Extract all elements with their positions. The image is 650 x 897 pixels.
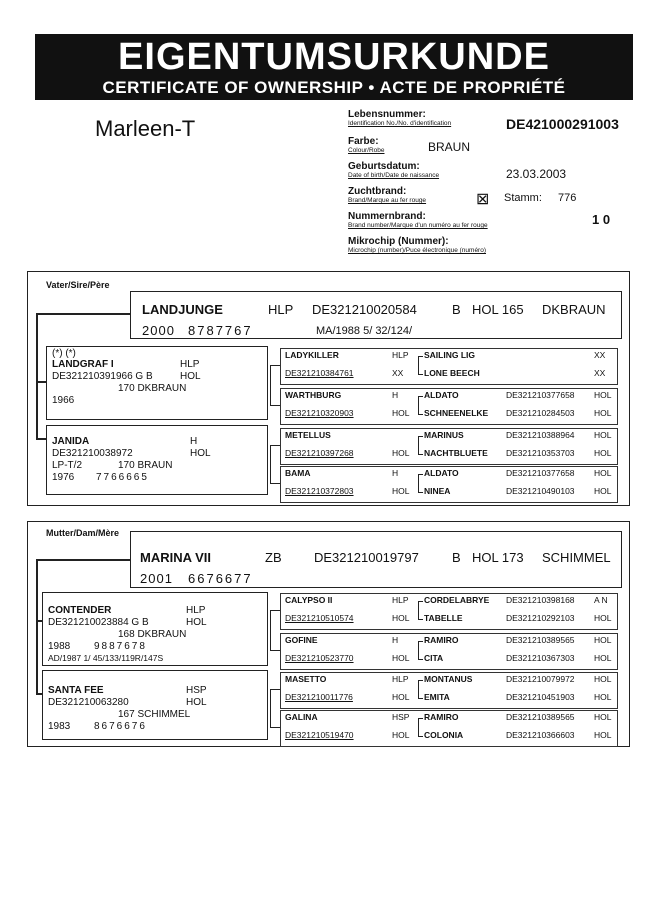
dam-great-grandparent-name: RAMIRO: [424, 635, 459, 645]
sire-bracket-line: [418, 436, 423, 437]
dam-connector-line: [270, 650, 280, 651]
dam-gd-height-color: 167 SCHIMMEL: [118, 709, 191, 720]
dam-ancestor-reg: HOL: [392, 692, 410, 702]
dam-great-grandparent-id: DE321210389565: [506, 712, 575, 722]
sire-section-label: Vater/Sire/Père: [46, 280, 110, 290]
sire-gd-reg: HOL: [190, 448, 211, 459]
sire-color: DKBRAUN: [542, 302, 606, 317]
dam-great-grandparent-reg: HOL: [594, 613, 612, 623]
dam-connector-line: [270, 727, 280, 728]
stamm-value: 776: [558, 192, 577, 204]
stamm-label: Stamm:: [504, 192, 542, 204]
life-number-sub: Identification No./No. d'identification: [348, 120, 452, 127]
microchip-label: Mikrochip (Nummer):: [348, 236, 449, 247]
sire-gd-year: 1976: [52, 472, 75, 483]
sire-breed: HLP: [268, 302, 294, 317]
dam-great-grandparent-reg: HOL: [594, 692, 612, 702]
dam-bracket-line: [418, 641, 419, 659]
dam-ancestor-name: GALINA: [285, 712, 318, 722]
dam-great-grandparent-name: TABELLE: [424, 613, 463, 623]
sire-gd-name: JANIDA: [52, 436, 90, 447]
sire-great-grandparent-reg: HOL: [594, 390, 612, 400]
sire-ancestor-breed: H: [392, 468, 399, 478]
sire-ancestor-id: DE321210384761: [285, 368, 354, 378]
sire-bracket-line: [418, 396, 423, 397]
sire-great-grandparent-id: DE321210377658: [506, 390, 575, 400]
dam-ancestor-id: DE321210519470: [285, 730, 354, 740]
dam-gs-perf: AD/1987 1/ 45/133/119R/147S: [48, 653, 164, 663]
sire-great-grandparent-reg: HOL: [594, 468, 612, 478]
sire-gs-id: DE321210391966 G B: [52, 371, 153, 382]
dam-great-grandparent-id: DE321210398168: [506, 595, 575, 605]
dam-color: SCHIMMEL: [542, 550, 611, 565]
sire-bracket-line: [418, 356, 419, 374]
dam-gs-height-color: 168 DKBRAUN: [118, 629, 187, 640]
dam-great-grandparent-id: DE321210366603: [506, 730, 575, 740]
sire-great-grandparent-id: DE321210377658: [506, 468, 575, 478]
dam-gd-breed: HSP: [186, 685, 207, 696]
dam-ancestor-reg: HOL: [392, 653, 410, 663]
sire-great-grandparent-reg: HOL: [594, 486, 612, 496]
dam-bracket-line: [418, 619, 423, 620]
sire-great-grandparent-id: DE321210490103: [506, 486, 575, 496]
dam-bracket-line: [418, 680, 419, 698]
dam-ancestor-breed: HLP: [392, 595, 409, 605]
sire-id: DE321210020584: [312, 302, 417, 317]
sire-great-grandparent-reg: XX: [594, 368, 606, 378]
dam-breed: ZB: [265, 550, 282, 565]
dam-bracket-line: [418, 736, 423, 737]
sire-ancestor-id: DE321210397268: [285, 448, 354, 458]
dam-gs-year: 1988: [48, 641, 71, 652]
sire-connector-line: [270, 365, 280, 366]
microchip-sub: Microchip (number)/Puce électronique (numéro): [348, 247, 487, 254]
dam-year: 2001: [140, 571, 173, 586]
dam-great-grandparent-name: CORDELABRYE: [424, 595, 490, 605]
dam-great-grandparent-name: RAMIRO: [424, 712, 459, 722]
dam-height: HOL 173: [472, 550, 524, 565]
birth-label: Geburtsdatum:: [348, 161, 420, 172]
dam-great-grandparent-id: DE321210367303: [506, 653, 575, 663]
brand-symbol-icon: ⊠: [476, 191, 490, 208]
dam-stem-line: [270, 610, 271, 650]
sire-gd-id: DE321210038972: [52, 448, 133, 459]
color-sub: Colour/Robe: [348, 147, 385, 154]
dam-gs-num: 9887678: [94, 641, 147, 652]
sire-ancestor-breed: HLP: [392, 350, 409, 360]
birth-sub: Date of birth/Date de naissance: [348, 172, 440, 179]
sire-great-grandparent-id: DE321210284503: [506, 408, 575, 418]
dam-great-grandparent-reg: A N: [594, 595, 608, 605]
sire-connector-line: [270, 405, 280, 406]
sire-gs-reg: HOL: [180, 371, 201, 382]
dam-ancestor-breed: H: [392, 635, 399, 645]
color-value: BRAUN: [428, 140, 471, 154]
sire-great-grandparent-reg: HOL: [594, 408, 612, 418]
dam-great-grandparent-reg: HOL: [594, 635, 612, 645]
dam-great-grandparent-reg: HOL: [594, 712, 612, 722]
sire-great-grandparent-name: ALDATO: [424, 468, 459, 478]
dam-name: MARINA VII: [140, 550, 212, 565]
sire-bracket-line: [418, 454, 423, 455]
sire-bracket-line: [418, 356, 423, 357]
sire-great-grandparent-name: NACHTBLUETE: [424, 448, 488, 458]
dam-bracket-line: [418, 718, 419, 736]
dam-bracket-line: [418, 641, 423, 642]
sire-ancestor-reg: HOL: [392, 448, 410, 458]
dam-great-grandparent-reg: HOL: [594, 653, 612, 663]
dam-ancestor-breed: HLP: [392, 674, 409, 684]
dam-b: B: [452, 550, 461, 565]
sire-ancestor-reg: HOL: [392, 486, 410, 496]
sire-ancestor-breed: H: [392, 390, 399, 400]
sire-great-grandparent-name: SCHNEENELKE: [424, 408, 489, 418]
sire-great-grandparent-id: DE321210353703: [506, 448, 575, 458]
dam-gd-name: SANTA FEE: [48, 685, 104, 696]
color-label: Farbe:: [348, 136, 379, 147]
sire-bracket-line: [418, 474, 423, 475]
sire-bracket-line: [418, 374, 423, 375]
sire-height: HOL 165: [472, 302, 524, 317]
sire-great-grandparent-name: NINEA: [424, 486, 451, 496]
dam-ancestor-breed: HSP: [392, 712, 410, 722]
number-brand-label: Nummernbrand:: [348, 211, 426, 222]
dam-great-grandparent-name: EMITA: [424, 692, 450, 702]
sire-great-grandparent-reg: HOL: [594, 448, 612, 458]
sire-gs-marks: (*) (*): [52, 348, 76, 359]
sire-connector-line: [270, 483, 280, 484]
dam-great-grandparent-reg: HOL: [594, 730, 612, 740]
dam-bracket-line: [418, 601, 423, 602]
sire-great-grandparent-id: DE321210388964: [506, 430, 575, 440]
sire-gs-year: 1966: [52, 395, 75, 406]
sire-gs-breed: HLP: [180, 359, 200, 370]
sire-stem-line: [270, 445, 271, 483]
life-number-label: Lebensnummer:: [348, 109, 426, 120]
dam-great-grandparent-id: DE321210451903: [506, 692, 575, 702]
sire-bracket-line: [418, 436, 419, 454]
dam-gd-num: 8676676: [94, 721, 147, 732]
sire-num: 8787767: [188, 323, 253, 338]
dam-bracket-line: [418, 601, 419, 619]
dam-connector-line: [270, 689, 280, 690]
dam-bracket-line: [418, 698, 423, 699]
dam-great-grandparent-id: DE321210079972: [506, 674, 575, 684]
sire-gs-name: LANDGRAF I: [52, 359, 114, 370]
sire-bracket-line: [418, 474, 419, 492]
dam-bracket-line: [418, 659, 423, 660]
sire-gd-perf: LP-T/2: [52, 460, 83, 471]
sire-gs-height-color: 170 DKBRAUN: [118, 383, 187, 394]
sire-ancestor-name: METELLUS: [285, 430, 331, 440]
sire-ancestor-id: DE321210372803: [285, 486, 354, 496]
brand-sub: Brand/Marque au fer rouge: [348, 197, 427, 204]
dam-gs-id: DE321210023884 G B: [48, 617, 149, 628]
horse-name: Marleen-T: [95, 116, 196, 141]
dam-gs-breed: HLP: [186, 605, 206, 616]
number-brand-value: 1 0: [592, 212, 611, 227]
sire-ancestor-id: DE321210320903: [285, 408, 354, 418]
sire-b: B: [452, 302, 461, 317]
dam-connector-line: [270, 610, 280, 611]
number-brand-sub: Brand number/Marque d'un numéro au fer rouge: [348, 222, 488, 229]
sire-perf: MA/1988 5/ 32/124/: [316, 325, 413, 337]
sire-ancestor-name: LADYKILLER: [285, 350, 339, 360]
dam-section-label: Mutter/Dam/Mère: [46, 528, 120, 538]
dam-ancestor-name: CALYPSO II: [285, 595, 333, 605]
dam-ancestor-id: DE321210523770: [285, 653, 354, 663]
sire-gd-height-color: 170 BRAUN: [118, 460, 173, 471]
sire-gd-breed: H: [190, 436, 198, 447]
sire-great-grandparent-name: SAILING LIG: [424, 350, 475, 360]
dam-stem-line: [270, 689, 271, 727]
dam-great-grandparent-id: DE321210292103: [506, 613, 575, 623]
birth-date: 23.03.2003: [506, 167, 567, 181]
sire-great-grandparent-reg: XX: [594, 350, 606, 360]
sire-ancestor-name: WARTHBURG: [285, 390, 342, 400]
dam-great-grandparent-name: MONTANUS: [424, 674, 473, 684]
sire-connector-line: [270, 445, 280, 446]
dam-ancestor-reg: HOL: [392, 613, 410, 623]
sire-name: LANDJUNGE: [142, 302, 223, 317]
dam-ancestor-name: GOFINE: [285, 635, 318, 645]
sire-bracket-line: [418, 414, 423, 415]
dam-gd-year: 1983: [48, 721, 71, 732]
banner-title: EIGENTUMSURKUNDE: [118, 36, 550, 78]
dam-gd-id: DE321210063280: [48, 697, 129, 708]
dam-great-grandparent-reg: HOL: [594, 674, 612, 684]
life-number: DE421000291003: [506, 116, 619, 132]
dam-ancestor-id: DE321210510574: [285, 613, 354, 623]
sire-great-grandparent-reg: HOL: [594, 430, 612, 440]
dam-ancestor-name: MASETTO: [285, 674, 327, 684]
dam-num: 6676677: [188, 571, 253, 586]
sire-bracket-line: [418, 396, 419, 414]
dam-gd-reg: HOL: [186, 697, 207, 708]
dam-bracket-line: [418, 680, 423, 681]
dam-gs-name: CONTENDER: [48, 605, 112, 616]
dam-gs-reg: HOL: [186, 617, 207, 628]
dam-great-grandparent-name: CITA: [424, 653, 444, 663]
dam-ancestor-reg: HOL: [392, 730, 410, 740]
sire-year: 2000: [142, 323, 175, 338]
sire-stem-line: [270, 365, 271, 405]
sire-gd-num: 7766665: [96, 472, 149, 483]
brand-label: Zuchtbrand:: [348, 186, 407, 197]
sire-ancestor-reg: XX: [392, 368, 404, 378]
sire-great-grandparent-name: ALDATO: [424, 390, 459, 400]
sire-ancestor-reg: HOL: [392, 408, 410, 418]
banner-subtitle: CERTIFICATE OF OWNERSHIP • ACTE DE PROPRIÉTÉ: [102, 78, 566, 97]
sire-ancestor-name: BAMA: [285, 468, 311, 478]
certificate-banner: [35, 34, 633, 100]
dam-ancestor-id: DE321210011776: [285, 692, 353, 702]
sire-bracket-line: [418, 492, 423, 493]
sire-great-grandparent-name: LONE BEECH: [424, 368, 480, 378]
dam-id: DE321210019797: [314, 550, 419, 565]
dam-bracket-line: [418, 718, 423, 719]
sire-great-grandparent-name: MARINUS: [424, 430, 464, 440]
dam-great-grandparent-name: COLONIA: [424, 730, 464, 740]
dam-great-grandparent-id: DE321210389565: [506, 635, 575, 645]
